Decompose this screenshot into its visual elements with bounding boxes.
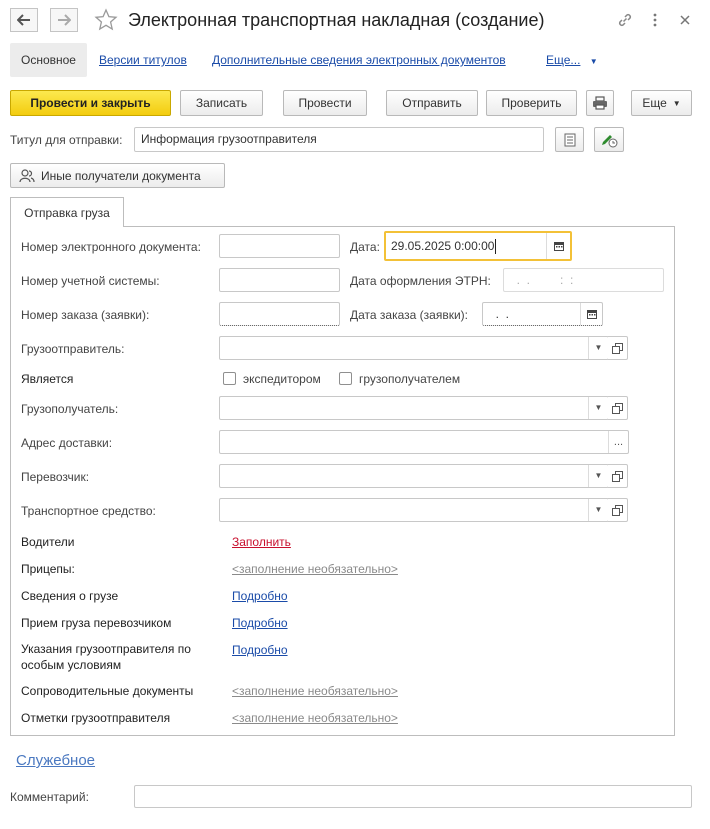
arrow-left-icon [17, 14, 31, 26]
carrier-label: Перевозчик: [21, 470, 90, 484]
shipper-open-button[interactable] [608, 336, 628, 360]
is-label: Является [21, 372, 74, 386]
order-number-input[interactable] [219, 302, 340, 326]
other-recipients-label: Иные получатели документа [41, 168, 201, 183]
print-button[interactable] [586, 90, 614, 116]
cargo-info-label: Сведения о грузе [21, 589, 119, 603]
shipper-marks-link[interactable]: <заполнение необязательно> [232, 711, 398, 725]
consignee-check-label[interactable]: грузополучателем [359, 372, 461, 386]
title-field-label: Титул для отправки: [10, 133, 123, 147]
chevron-down-icon[interactable]: ▼ [588, 397, 608, 419]
drivers-fill-link[interactable]: Заполнить [232, 535, 291, 549]
list-icon [564, 133, 576, 147]
delivery-address-input[interactable] [219, 430, 629, 454]
tab-more-label: Еще... [546, 53, 581, 67]
date-label: Дата: [350, 240, 380, 254]
calendar-icon[interactable] [580, 303, 602, 325]
account-number-input[interactable] [219, 268, 340, 292]
shipper-label: Грузоотправитель: [21, 342, 125, 356]
account-number-label: Номер учетной системы: [21, 274, 160, 288]
vehicle-label: Транспортное средство: [21, 504, 156, 518]
order-date-input[interactable] [482, 302, 603, 326]
acceptance-label: Прием груза перевозчиком [21, 616, 172, 630]
title-list-button[interactable] [555, 127, 584, 152]
post-button[interactable]: Провести [283, 90, 367, 116]
date-input[interactable] [384, 231, 572, 261]
consignee-label: Грузополучатель: [21, 402, 119, 416]
consignee-checkbox[interactable] [339, 372, 352, 385]
pencil-check-icon [600, 132, 618, 148]
shipper-input[interactable] [219, 336, 609, 360]
shipper-marks-label: Отметки грузоотправителя [21, 711, 171, 725]
consignee-open-button[interactable] [608, 396, 628, 420]
order-number-label: Номер заказа (заявки): [21, 308, 150, 322]
chevron-down-icon[interactable]: ▼ [588, 499, 608, 521]
open-window-icon [612, 343, 623, 354]
tab-title-versions[interactable]: Версии титулов [99, 53, 187, 67]
forwarder-checkbox[interactable] [223, 372, 236, 385]
send-button[interactable]: Отправить [386, 90, 478, 116]
other-recipients-button[interactable] [10, 163, 225, 188]
forwarder-label[interactable]: экспедитором [243, 372, 321, 386]
edit-sign-button[interactable] [594, 127, 624, 152]
save-button[interactable]: Записать [180, 90, 263, 116]
cargo-info-link[interactable]: Подробно [232, 589, 288, 603]
tab-main[interactable]: Основное [10, 43, 87, 77]
arrow-right-icon [57, 14, 71, 26]
text-cursor [495, 239, 496, 254]
doc-number-input[interactable] [219, 234, 340, 258]
tab-additional-info[interactable]: Дополнительные сведения электронных документов [212, 53, 506, 67]
delivery-address-label: Адрес доставки: [21, 436, 113, 450]
special-conditions-label-line1: Указания грузоотправителя по [21, 642, 191, 656]
chevron-down-icon: ▼ [672, 98, 681, 108]
etrn-date-input[interactable]: . . : : [503, 268, 664, 292]
close-icon[interactable] [675, 10, 695, 30]
more-menu-button[interactable] [631, 90, 692, 116]
acceptance-link[interactable]: Подробно [232, 616, 288, 630]
date-input-value: 29.05.2025 0:00:00 [391, 239, 495, 253]
doc-number-label: Номер электронного документа: [21, 240, 201, 254]
service-section-link[interactable]: Служебное [16, 752, 96, 769]
open-window-icon [612, 505, 623, 516]
vehicle-input[interactable] [219, 498, 609, 522]
special-conditions-label-line2: особым условиям [21, 658, 122, 672]
special-conditions-link[interactable]: Подробно [232, 643, 288, 657]
accompanying-docs-label: Сопроводительные документы [21, 684, 194, 698]
check-button[interactable]: Проверить [486, 90, 577, 116]
comment-label: Комментарий: [10, 790, 89, 804]
accompanying-docs-link[interactable]: <заполнение необязательно> [232, 684, 398, 698]
calendar-icon[interactable] [546, 233, 570, 259]
printer-icon [592, 96, 608, 110]
title-field-input[interactable]: Информация грузоотправителя [134, 127, 544, 152]
open-window-icon [612, 471, 623, 482]
chevron-down-icon[interactable]: ▼ [588, 465, 608, 487]
etrn-date-label: Дата оформления ЭТРН: [350, 274, 491, 288]
ellipsis-icon[interactable]: ... [608, 431, 628, 453]
order-date-label: Дата заказа (заявки): [350, 308, 468, 322]
tab-cargo-shipment[interactable]: Отправка груза [10, 197, 124, 227]
order-date-value: . . [489, 307, 510, 321]
vehicle-open-button[interactable] [608, 498, 628, 522]
more-vertical-icon[interactable] [645, 10, 665, 30]
carrier-open-button[interactable] [608, 464, 628, 488]
chevron-down-icon: ▼ [589, 57, 598, 66]
post-and-close-button[interactable]: Провести и закрыть [10, 90, 171, 116]
open-window-icon [612, 403, 623, 414]
users-icon [19, 169, 35, 183]
tab-more[interactable] [546, 53, 598, 67]
consignee-input[interactable] [219, 396, 609, 420]
back-button[interactable] [10, 8, 38, 32]
more-menu-label: Еще [642, 96, 667, 110]
chevron-down-icon[interactable]: ▼ [588, 337, 608, 359]
link-icon[interactable] [615, 10, 635, 30]
drivers-label: Водители [21, 535, 75, 549]
carrier-input[interactable] [219, 464, 609, 488]
favorite-star-icon[interactable] [94, 8, 118, 32]
trailers-link[interactable]: <заполнение необязательно> [232, 562, 398, 576]
comment-input[interactable] [134, 785, 692, 808]
page-title: Электронная транспортная накладная (создание) [128, 10, 545, 30]
trailers-label: Прицепы: [21, 562, 75, 576]
forward-button[interactable] [50, 8, 78, 32]
